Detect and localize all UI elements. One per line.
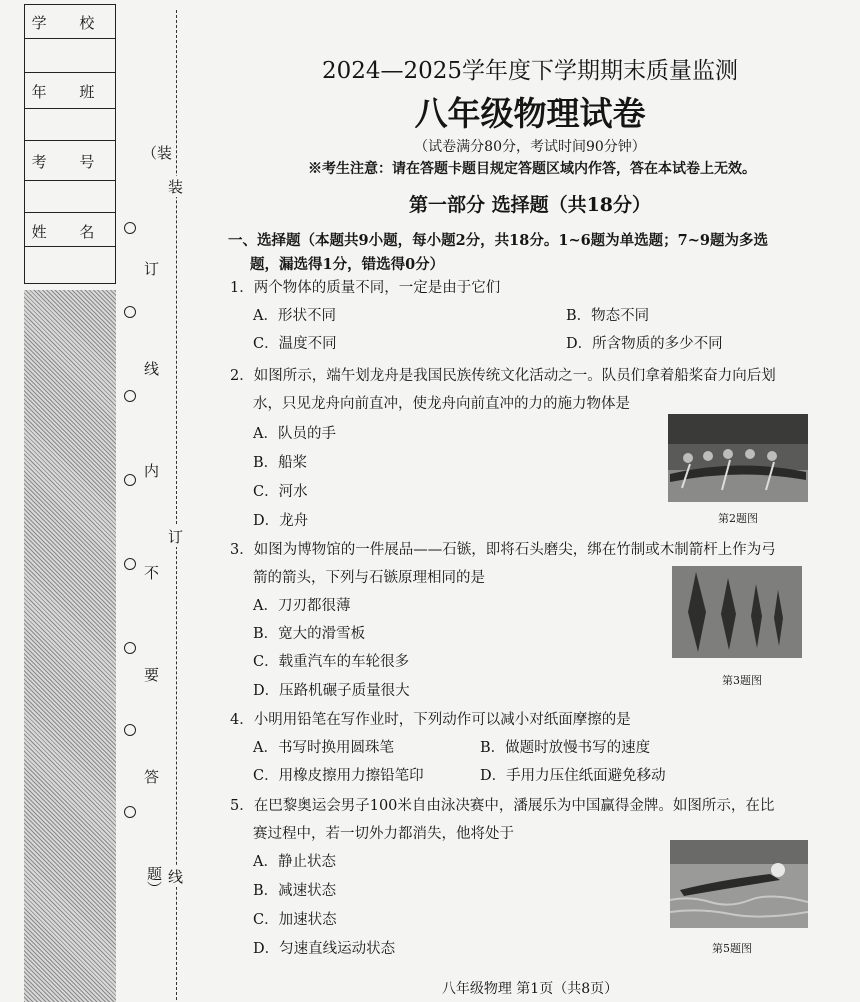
q4-option-a[interactable]: A．书写时换用圆珠笔 (253, 740, 394, 756)
seal-text-6: 要 (144, 666, 160, 684)
swimmer-photo (670, 840, 808, 928)
q2-option-c[interactable]: C．河水 (253, 484, 308, 500)
q2-option-a[interactable]: A．队员的手 (253, 426, 336, 442)
q3-option-b[interactable]: B．宽大的滑雪板 (253, 626, 366, 642)
q3-stem-line2: 箭的箭头，下列与石镞原理相同的是 (253, 570, 485, 586)
exam-no-label: 考 号 (31, 153, 109, 171)
dragon-boat-photo (668, 414, 808, 502)
seal-outer-2: 订 (168, 528, 184, 546)
q2-stem-line2: 水，只见龙舟向前直冲，使龙舟向前直冲的力的施力物体是 (253, 396, 630, 412)
q2-stem-line1: 2．如图所示，端午划龙舟是我国民族传统文化活动之一。队员们拿着船桨奋力向后划 (230, 368, 776, 384)
binding-hole-1 (124, 222, 136, 234)
q1-option-b[interactable]: B．物态不同 (566, 308, 650, 324)
seal-text-5: 不 (144, 564, 160, 582)
q4-option-c[interactable]: C．用橡皮擦用力擦铅笔印 (253, 768, 424, 784)
binding-hole-5 (124, 558, 136, 570)
q5-figure-caption: 第5题图 (712, 942, 752, 955)
q5-stem-line2: 赛过程中，若一切外力都消失，他将处于 (253, 826, 514, 842)
binding-hole-2 (124, 306, 136, 318)
q4-option-b[interactable]: B．做题时放慢书写的速度 (480, 740, 651, 756)
q3-stem-line1: 3．如图为博物馆的一件展品——石镞，即将石头磨尖，绑在竹制或木制箭杆上作为弓 (230, 542, 776, 558)
binding-hole-3 (124, 390, 136, 402)
exam-notice: ※考生注意：请在答题卡题目规定答题区域内作答，答在本试卷上无效。 (308, 161, 756, 177)
page-footer: 八年级物理 第1页（共8页） (441, 981, 619, 997)
name-label: 姓 名 (31, 223, 109, 241)
school-label: 学 校 (31, 14, 109, 32)
school-field[interactable] (25, 39, 115, 73)
q5-stem-line1: 5．在巴黎奥运会男子100米自由泳决赛中，潘展乐为中国赢得金牌。如图所示，在比 (230, 798, 775, 814)
q3-option-a[interactable]: A．刀刃都很薄 (253, 598, 351, 614)
q1-option-d[interactable]: D．所含物质的多少不同 (566, 336, 723, 352)
seal-text-8: 题） (145, 866, 163, 896)
section-instruction-1: 一、选择题（本题共9小题，每小题2分，共18分。1~6题为单选题；7~9题为多选 (228, 232, 769, 249)
binding-dashed-line (176, 10, 177, 1000)
q5-option-c[interactable]: C．加速状态 (253, 912, 337, 928)
seal-text-4: 内 (144, 462, 160, 480)
binding-hole-6 (124, 642, 136, 654)
stone-arrowhead-photo (672, 566, 802, 658)
q3-figure-caption: 第3题图 (722, 674, 762, 687)
part-title: 第一部分 选择题（共18分） (408, 194, 652, 216)
q2-option-d[interactable]: D．龙舟 (253, 513, 309, 529)
seal-text-2: 订 (144, 260, 160, 278)
student-info-table (24, 4, 116, 284)
section-instruction-2: 题，漏选得1分，错选得0分） (250, 256, 445, 273)
exam-no-field[interactable] (25, 181, 115, 213)
q2-figure-caption: 第2题图 (718, 512, 758, 525)
q2-option-b[interactable]: B．船桨 (253, 455, 308, 471)
q5-option-d[interactable]: D．匀速直线运动状态 (253, 941, 396, 957)
q5-option-b[interactable]: B．减速状态 (253, 883, 337, 899)
class-cell[interactable] (25, 73, 115, 109)
name-field[interactable] (25, 247, 115, 283)
q3-option-c[interactable]: C．载重汽车的车轮很多 (253, 654, 410, 670)
seal-text-7: 答 (144, 768, 160, 786)
q3-option-d[interactable]: D．压路机碾子质量很大 (253, 683, 410, 699)
binding-hole-4 (124, 474, 136, 486)
binding-hole-8 (124, 806, 136, 818)
class-field[interactable] (25, 109, 115, 141)
seal-outer-1: 装 (168, 178, 184, 196)
name-cell[interactable] (25, 213, 115, 247)
q1-option-a[interactable]: A．形状不同 (253, 308, 336, 324)
seal-outer-3: 线 (168, 868, 184, 886)
school-cell[interactable] (25, 5, 115, 39)
hatched-margin (24, 290, 116, 1002)
exam-meta: （试卷满分80分，考试时间90分钟） (414, 139, 646, 155)
seal-text-3: 线 (144, 360, 160, 378)
q1-option-c[interactable]: C．温度不同 (253, 336, 337, 352)
q4-option-d[interactable]: D．手用力压住纸面避免移动 (480, 768, 666, 784)
q5-option-a[interactable]: A．静止状态 (253, 854, 336, 870)
class-label: 年 班 (31, 83, 109, 101)
exam-subject: 八年级物理试卷 (414, 94, 646, 133)
q4-stem: 4．小明用铅笔在写作业时，下列动作可以减小对纸面摩擦的是 (230, 712, 631, 728)
binding-hole-7 (124, 724, 136, 736)
q1-stem: 1．两个物体的质量不同，一定是由于它们 (230, 280, 501, 296)
exam-no-cell[interactable] (25, 141, 115, 181)
exam-title: 2024—2025学年度下学期期末质量监测 (321, 58, 739, 84)
seal-text-1: （装 (142, 144, 173, 162)
